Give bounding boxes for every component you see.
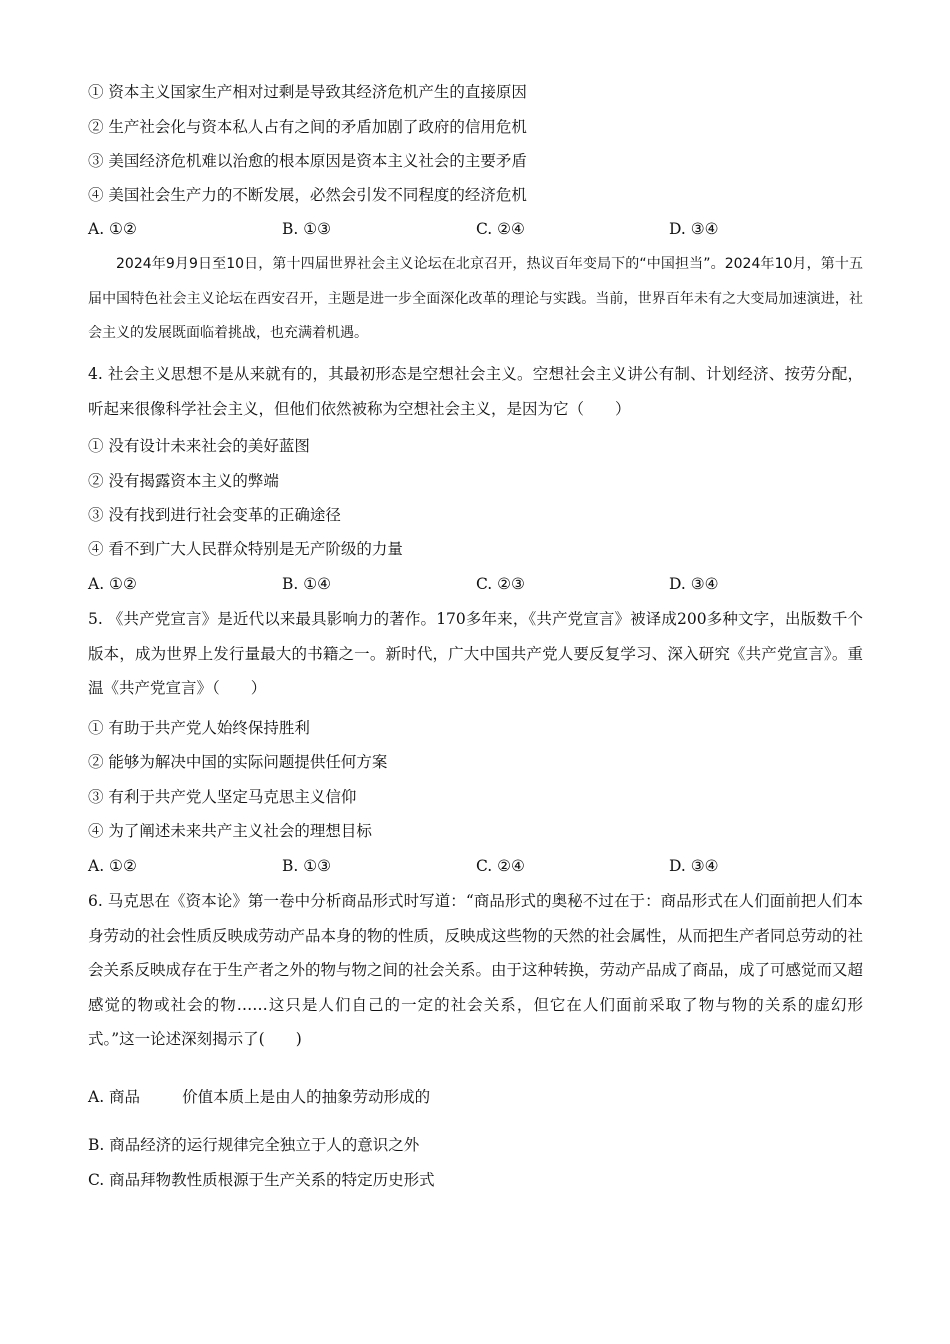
q4-option-b: B. ①④ — [282, 575, 332, 593]
q4-option-a: A. ①② — [88, 575, 137, 593]
q5-option-c: C. ②④ — [476, 857, 525, 875]
q5-statement-2: ② 能够为解决中国的实际问题提供任何方案 — [88, 753, 388, 771]
q4-statement-1: ① 没有设计未来社会的美好蓝图 — [88, 437, 310, 455]
q5-statement-1: ① 有助于共产党人始终保持胜利 — [88, 719, 310, 737]
q6-option-a-label: A. 商品 — [88, 1088, 141, 1106]
q3-option-b: B. ①③ — [282, 220, 332, 238]
q3-statement-3: ③ 美国经济危机难以治愈的根本原因是资本主义社会的主要矛盾 — [88, 152, 527, 170]
q5-stem: 5. 《共产党宣言》是近代以来最具影响力的著作。170多年来，《共产党宣言》被译成200多种文字，出版数千个版本，成为世界上发行量最大的书籍之一。新时代，广大中国共产党人要反复学习、深入研究《共产党宣言》。重温《共产党宣言》（ ） — [88, 610, 863, 697]
q4-statement-2: ② 没有揭露资本主义的弊端 — [88, 472, 279, 490]
q6-option-a-text: 价值本质上是由人的抽象劳动形成的 — [182, 1088, 431, 1106]
q3-option-d: D. ③④ — [669, 220, 719, 238]
q3-statement-2: ② 生产社会化与资本私人占有之间的矛盾加剧了政府的信用危机 — [88, 118, 527, 136]
q5-option-b: B. ①③ — [282, 857, 332, 875]
q5-statement-4: ④ 为了阐述未来共产主义社会的理想目标 — [88, 822, 372, 840]
q5-option-a: A. ①② — [88, 857, 137, 875]
q5-option-d: D. ③④ — [669, 857, 719, 875]
q3-option-c: C. ②④ — [476, 220, 525, 238]
q3-statement-1: ① 资本主义国家生产相对过剩是导致其经济危机产生的直接原因 — [88, 83, 527, 101]
q4-statement-4: ④ 看不到广大人民群众特别是无产阶级的力量 — [88, 540, 403, 558]
q6-option-a — [88, 1087, 430, 1107]
q3-statement-4: ④ 美国社会生产力的不断发展，必然会引发不同程度的经济危机 — [88, 186, 527, 204]
q6-option-b: B. 商品经济的运行规律完全独立于人的意识之外 — [88, 1136, 420, 1154]
q4-statement-3: ③ 没有找到进行社会变革的正确途径 — [88, 506, 341, 524]
q4-stem: 4. 社会主义思想不是从来就有的，其最初形态是空想社会主义。空想社会主义讲公有制、计划经济、按劳分配，听起来很像科学社会主义，但他们依然被称为空想社会主义，是因为它（ ） — [88, 365, 863, 418]
material-paragraph — [88, 247, 863, 351]
q5-statement-3: ③ 有利于共产党人坚定马克思主义信仰 — [88, 788, 357, 806]
q6-stem: 6. 马克思在《资本论》第一卷中分析商品形式时写道：“商品形式的奥秘不过在于：商品形式在人们面前把人们本身劳动的社会性质反映成劳动产品本身的物的性质，反映成这些物的天然的社会属性，从而把生产者同总劳动的社会关系反映成存在于生产者之外的物与物之间的社会关系。由于这种转换，劳动产品成了商品，成了可感觉而又超感觉的物或社会的物……这只是人们自己的一定的社会关系，但它在人们面前采取了物与物的关系的虚幻形式。”这一论述深刻揭示了( ) — [88, 892, 864, 1048]
q4-option-c: C. ②③ — [476, 575, 525, 593]
q6-option-c: C. 商品拜物教性质根源于生产关系的特定历史形式 — [88, 1171, 435, 1189]
material-text: 2024年9月9日至10日，第十四届世界社会主义论坛在北京召开，热议百年变局下的“中国担当”。2024年10月，第十五届中国特色社会主义论坛在西安召开，主题是进一步全面深化改革的理论与实践。当前，世界百年未有之大变局加速演进，社会主义的发展既面临着挑战，也充满着机遇。 — [88, 256, 863, 341]
q3-option-a: A. ①② — [88, 220, 137, 238]
q4-option-d: D. ③④ — [669, 575, 719, 593]
